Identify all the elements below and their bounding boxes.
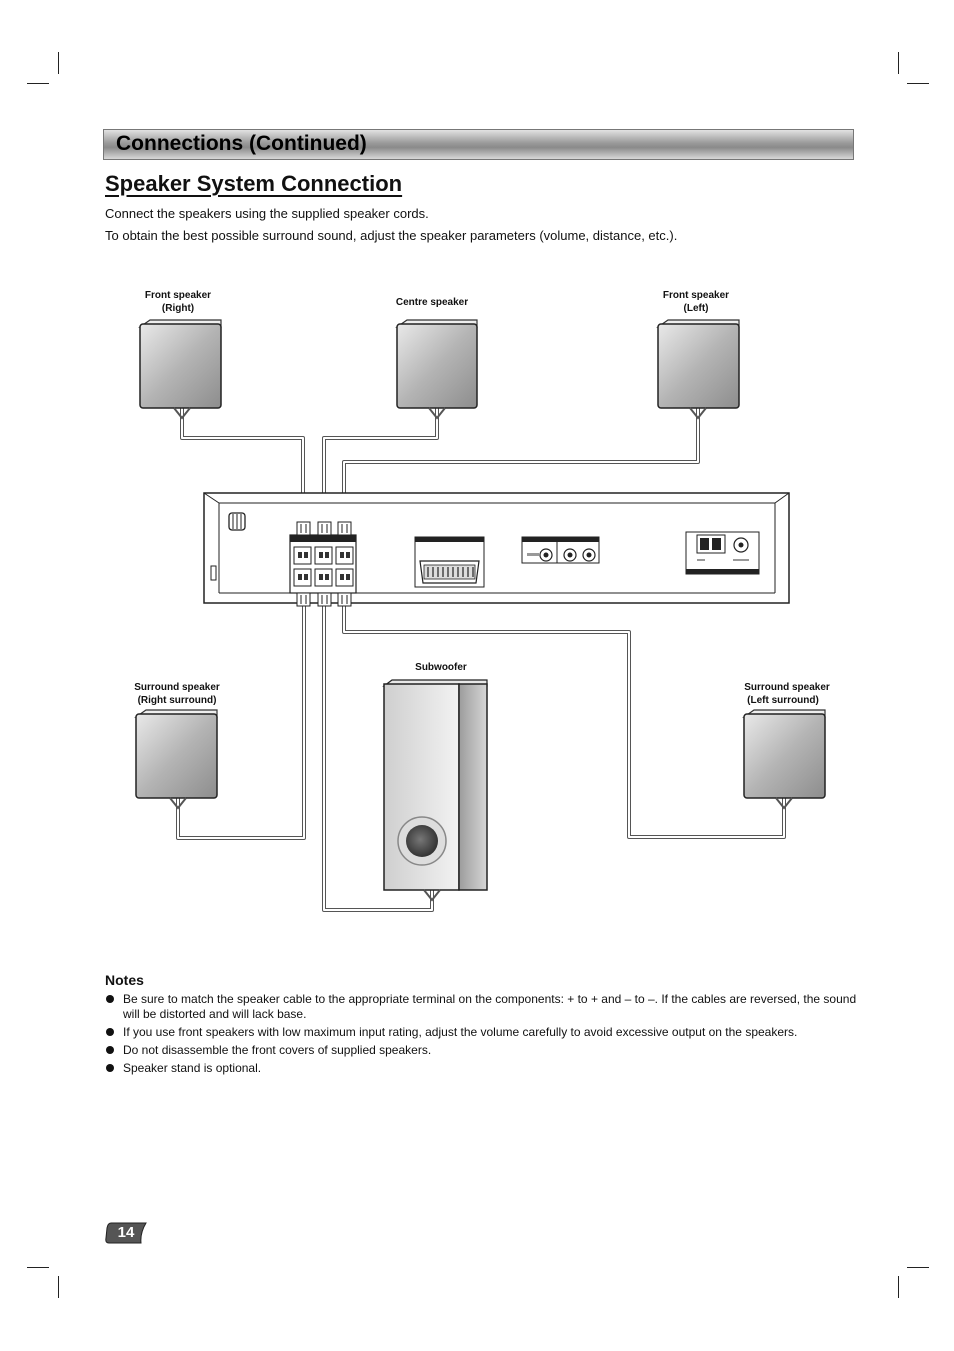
surround-left-label-2: (Left surround) [747, 695, 819, 706]
front-left-label-1: Front speaker [662, 290, 730, 301]
list-item [105, 1043, 865, 1058]
note-text: Speaker stand is optional. [123, 1061, 262, 1075]
note-text: If you use front speakers with low maximum input rating, adjust the volume carefully to avoid excessive output on the speakers. [123, 1025, 798, 1039]
list-item [105, 1061, 865, 1076]
section-title: Speaker System Connection [105, 171, 403, 196]
page-title: Connections (Continued) [116, 132, 367, 155]
front-right-label-2: (Right) [161, 303, 195, 314]
intro-text-2: To obtain the best possible surround sound, adjust the speaker parameters (volume, distance, etc.). [105, 228, 678, 243]
surround-right-speaker [136, 710, 217, 808]
bullet-icon [106, 1046, 114, 1054]
note-text: Be sure to match the speaker cable to the appropriate terminal on the components: + to + and – to –. If the cables are reversed, the sound will be distorted and will lack base. [123, 992, 857, 1021]
page-number-badge [105, 1222, 147, 1244]
crop-mark [27, 1267, 49, 1268]
notes-section [105, 972, 865, 1079]
bullet-icon [106, 1028, 114, 1036]
crop-mark [58, 1276, 59, 1298]
list-item [105, 992, 865, 1022]
intro-text-1: Connect the speakers using the supplied speaker cords. [105, 206, 429, 221]
bullet-icon [106, 995, 114, 1003]
notes-title: Notes [105, 972, 144, 988]
note-text: Do not disassemble the front covers of supplied speakers. [123, 1043, 432, 1057]
centre-speaker [397, 320, 477, 418]
page-number: 14 [117, 1224, 135, 1241]
centre-label: Centre speaker [395, 297, 469, 308]
surround-right-label-1: Surround speaker [134, 682, 220, 693]
surround-right-label-2: (Right surround) [137, 695, 217, 706]
front-left-label-2: (Left) [683, 303, 709, 314]
list-item [105, 1025, 865, 1040]
front-left-speaker [658, 320, 739, 418]
receiver-rear-panel [204, 493, 789, 606]
front-right-label-1: Front speaker [144, 290, 212, 301]
subwoofer-label: Subwoofer [415, 662, 467, 673]
surround-left-speaker [744, 710, 825, 808]
front-right-speaker [140, 320, 221, 418]
crop-mark [898, 1276, 899, 1298]
bullet-icon [106, 1064, 114, 1072]
crop-mark [907, 1267, 929, 1268]
notes-list [105, 992, 865, 1076]
surround-left-label-1: Surround speaker [744, 682, 830, 693]
subwoofer [384, 680, 487, 900]
